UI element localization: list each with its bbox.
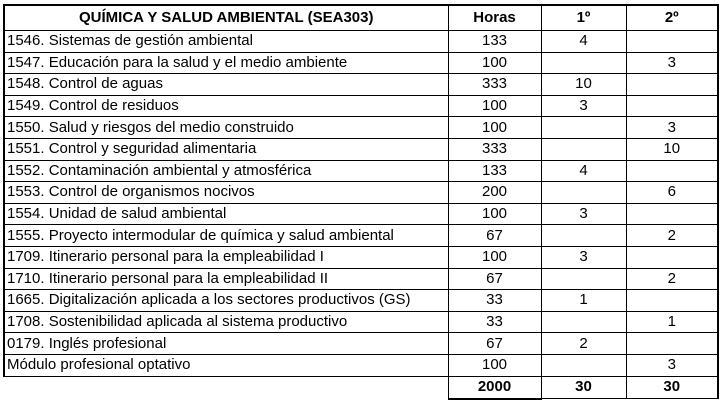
module-name: 1552. Contaminación ambiental y atmosférica xyxy=(4,160,448,182)
table-row xyxy=(4,203,718,225)
module-year-2: 10 xyxy=(626,138,718,160)
module-year-1 xyxy=(541,52,626,74)
module-year-1: 3 xyxy=(541,203,626,225)
module-year-2 xyxy=(626,333,718,355)
module-hours: 67 xyxy=(448,333,541,355)
total-year-2: 30 xyxy=(626,376,718,399)
module-hours: 100 xyxy=(448,117,541,139)
module-name: 1709. Itinerario personal para la empleabilidad I xyxy=(4,246,448,268)
module-year-2 xyxy=(626,31,718,53)
table-row xyxy=(4,117,718,139)
module-year-1: 1 xyxy=(541,290,626,312)
module-year-2: 2 xyxy=(626,225,718,247)
module-year-2 xyxy=(626,95,718,117)
module-year-1: 4 xyxy=(541,160,626,182)
module-name: 0179. Inglés profesional xyxy=(4,333,448,355)
module-name: 1549. Control de residuos xyxy=(4,95,448,117)
module-hours: 333 xyxy=(448,74,541,96)
module-name: 1555. Proyecto intermodular de química y salud ambiental xyxy=(4,225,448,247)
module-year-1: 4 xyxy=(541,31,626,53)
module-year-1 xyxy=(541,182,626,204)
module-year-1 xyxy=(541,354,626,376)
module-name: Módulo profesional optativo xyxy=(4,354,448,376)
module-hours: 100 xyxy=(448,354,541,376)
module-year-2 xyxy=(626,160,718,182)
module-hours: 33 xyxy=(448,290,541,312)
table-row xyxy=(4,138,718,160)
totals-row xyxy=(4,376,718,399)
header-row xyxy=(4,5,718,31)
module-year-2 xyxy=(626,246,718,268)
module-year-2: 3 xyxy=(626,354,718,376)
module-name: 1551. Control y seguridad alimentaria xyxy=(4,138,448,160)
table-row xyxy=(4,246,718,268)
table-row xyxy=(4,290,718,312)
module-hours: 100 xyxy=(448,95,541,117)
module-name: 1546. Sistemas de gestión ambiental xyxy=(4,31,448,53)
module-hours: 67 xyxy=(448,225,541,247)
module-name: 1550. Salud y riesgos del medio construido xyxy=(4,117,448,139)
total-year-1: 30 xyxy=(541,376,626,399)
module-hours: 33 xyxy=(448,311,541,333)
module-name: 1708. Sostenibilidad aplicada al sistema productivo xyxy=(4,311,448,333)
module-hours: 133 xyxy=(448,160,541,182)
table-row xyxy=(4,225,718,247)
header-year-1: 1º xyxy=(541,5,626,31)
module-name: 1547. Educación para la salud y el medio ambiente xyxy=(4,52,448,74)
module-year-1: 3 xyxy=(541,246,626,268)
table-row xyxy=(4,31,718,53)
header-year-2: 2º xyxy=(626,5,718,31)
module-name: 1554. Unidad de salud ambiental xyxy=(4,203,448,225)
table-row xyxy=(4,52,718,74)
total-hours: 2000 xyxy=(448,376,541,399)
table-row xyxy=(4,74,718,96)
table-row xyxy=(4,95,718,117)
module-hours: 100 xyxy=(448,52,541,74)
table-row xyxy=(4,268,718,290)
module-hours: 200 xyxy=(448,182,541,204)
module-hours: 67 xyxy=(448,268,541,290)
modules-table xyxy=(3,4,719,400)
module-year-2: 1 xyxy=(626,311,718,333)
header-hours: Horas xyxy=(448,5,541,31)
module-name: 1553. Control de organismos nocivos xyxy=(4,182,448,204)
module-hours: 333 xyxy=(448,138,541,160)
module-year-2 xyxy=(626,203,718,225)
header-title: QUÍMICA Y SALUD AMBIENTAL (SEA303) xyxy=(4,5,448,31)
module-year-1 xyxy=(541,117,626,139)
module-year-2: 2 xyxy=(626,268,718,290)
module-name: 1710. Itinerario personal para la empleabilidad II xyxy=(4,268,448,290)
module-name: 1548. Control de aguas xyxy=(4,74,448,96)
module-year-1 xyxy=(541,268,626,290)
table-row xyxy=(4,182,718,204)
table-row xyxy=(4,160,718,182)
module-year-2: 3 xyxy=(626,117,718,139)
module-year-2: 6 xyxy=(626,182,718,204)
module-year-1 xyxy=(541,138,626,160)
module-name: 1665. Digitalización aplicada a los sectores productivos (GS) xyxy=(4,290,448,312)
totals-blank xyxy=(4,376,448,399)
table-row xyxy=(4,333,718,355)
table-row xyxy=(4,311,718,333)
module-year-2 xyxy=(626,290,718,312)
module-year-1 xyxy=(541,225,626,247)
module-hours: 100 xyxy=(448,246,541,268)
module-year-2: 3 xyxy=(626,52,718,74)
module-hours: 100 xyxy=(448,203,541,225)
module-year-1 xyxy=(541,311,626,333)
table-row xyxy=(4,354,718,376)
module-year-1: 10 xyxy=(541,74,626,96)
module-hours: 133 xyxy=(448,31,541,53)
module-year-1: 2 xyxy=(541,333,626,355)
module-year-1: 3 xyxy=(541,95,626,117)
module-year-2 xyxy=(626,74,718,96)
